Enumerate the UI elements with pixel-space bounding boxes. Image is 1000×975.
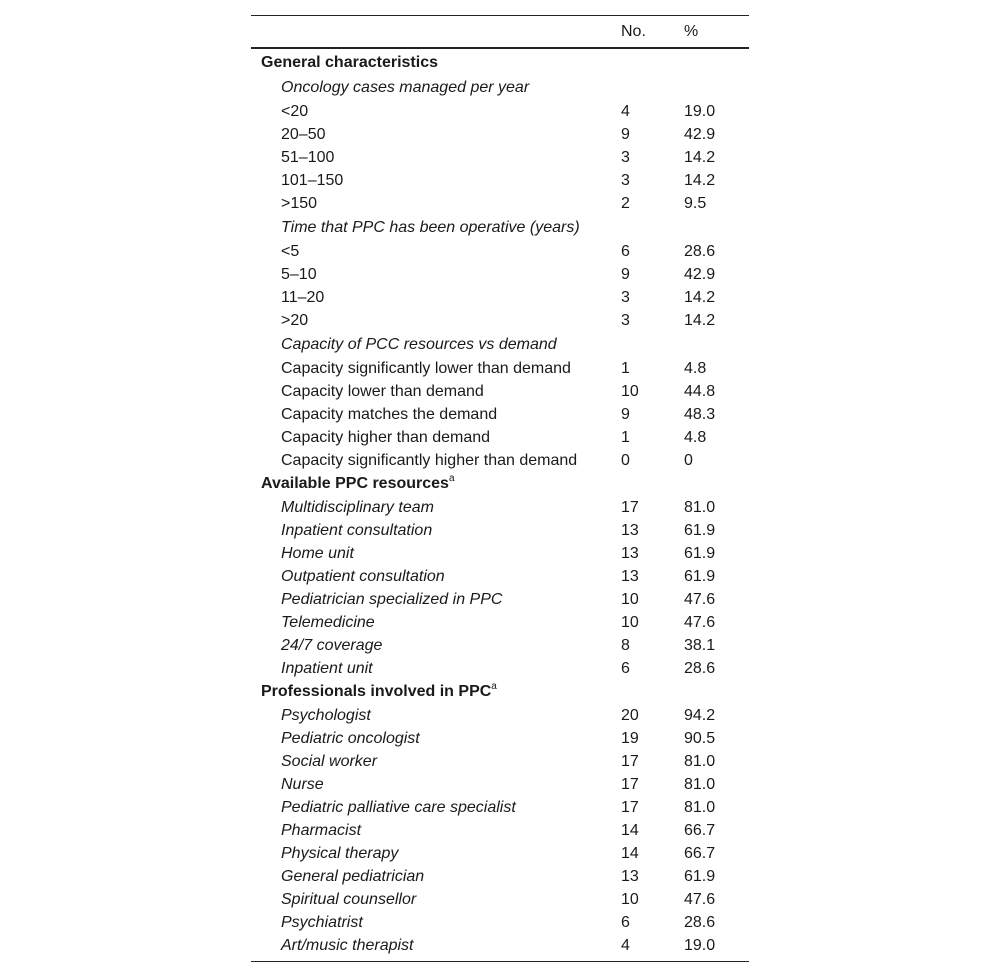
row-count: 14 [621, 844, 639, 862]
footnote-marker: a [491, 681, 497, 692]
row-count: 17 [621, 752, 639, 770]
row-count: 3 [621, 148, 630, 166]
row-label: Pediatric oncologist [281, 729, 420, 747]
table-row [251, 240, 749, 263]
row-label: 101–150 [281, 171, 344, 189]
table-bottom-rule [251, 961, 749, 962]
row-label: Capacity matches the demand [281, 405, 498, 423]
row-percent: 81.0 [684, 775, 716, 793]
row-label: <5 [281, 242, 300, 260]
row-label: 24/7 coverage [281, 636, 383, 654]
row-label: Pediatric palliative care specialist [281, 798, 516, 816]
table-row [251, 357, 749, 380]
row-label: Psychologist [281, 706, 371, 724]
row-label: Capacity significantly higher than demand [281, 451, 578, 469]
row-label: General pediatrician [281, 867, 425, 885]
table-row [251, 911, 749, 934]
row-percent: 19.0 [684, 102, 716, 120]
section-title-resources [251, 472, 749, 496]
ppc-characteristics-table [251, 15, 749, 957]
row-count: 6 [621, 913, 630, 931]
row-count: 0 [621, 451, 630, 469]
row-percent: 4.8 [684, 359, 707, 377]
table-row [251, 123, 749, 146]
row-percent: 14.2 [684, 171, 716, 189]
section-row-general [251, 48, 749, 75]
section-title-resources-text: Available PPC resources [261, 475, 449, 492]
row-count: 13 [621, 867, 639, 885]
table-row [251, 169, 749, 192]
row-count: 3 [621, 171, 630, 189]
row-count: 10 [621, 613, 639, 631]
row-label: Psychiatrist [281, 913, 363, 931]
row-label: Art/music therapist [281, 936, 414, 954]
row-label: 51–100 [281, 148, 335, 166]
table-row [251, 403, 749, 426]
row-count: 6 [621, 659, 630, 677]
footnote-marker: a [448, 473, 455, 484]
row-percent: 14.2 [684, 311, 716, 329]
header-no: No. [621, 22, 646, 40]
table-row [251, 934, 749, 957]
subsection-row-capacity [251, 332, 749, 357]
row-percent: 47.6 [684, 890, 716, 908]
row-count: 4 [621, 936, 630, 954]
table-row [251, 192, 749, 215]
row-label: Spiritual counsellor [281, 890, 417, 908]
section-row-resources [251, 472, 749, 496]
table-row [251, 819, 749, 842]
section-title-professionals-text: Professionals involved in PPC [261, 683, 492, 700]
table-row [251, 727, 749, 750]
row-percent: 28.6 [684, 659, 716, 677]
row-percent: 42.9 [684, 265, 716, 283]
row-percent: 19.0 [684, 936, 716, 954]
row-count: 20 [621, 706, 639, 724]
row-percent: 66.7 [684, 821, 716, 839]
row-percent: 81.0 [684, 752, 716, 770]
row-percent: 44.8 [684, 382, 716, 400]
table-row [251, 750, 749, 773]
row-count: 17 [621, 775, 639, 793]
row-label: Pharmacist [281, 821, 362, 839]
row-count: 1 [621, 359, 630, 377]
row-count: 13 [621, 521, 639, 539]
subsection-row-cases [251, 75, 749, 100]
row-label: Outpatient consultation [281, 567, 445, 585]
row-percent: 47.6 [684, 590, 716, 608]
table-row [251, 496, 749, 519]
row-label: Capacity significantly lower than demand [281, 359, 571, 377]
table-row [251, 796, 749, 819]
table-row [251, 542, 749, 565]
table-row [251, 773, 749, 796]
row-label: Capacity higher than demand [281, 428, 491, 446]
row-count: 10 [621, 890, 639, 908]
row-count: 4 [621, 102, 630, 120]
table-row [251, 634, 749, 657]
row-label: 11–20 [281, 288, 325, 306]
table-row [251, 565, 749, 588]
row-percent: 14.2 [684, 288, 716, 306]
row-label: Inpatient unit [281, 659, 373, 677]
row-label: Telemedicine [281, 613, 375, 631]
subsection-title-capacity: Capacity of PCC resources vs demand [281, 335, 557, 353]
table-row [251, 704, 749, 727]
row-count: 19 [621, 729, 639, 747]
data-table-container [251, 15, 749, 962]
row-percent: 61.9 [684, 567, 716, 585]
row-label: 5–10 [281, 265, 317, 283]
row-percent: 94.2 [684, 706, 716, 724]
row-count: 8 [621, 636, 630, 654]
row-percent: 14.2 [684, 148, 716, 166]
row-percent: 47.6 [684, 613, 716, 631]
row-label: Inpatient consultation [281, 521, 433, 539]
row-label: 20–50 [281, 125, 326, 143]
row-percent: 42.9 [684, 125, 716, 143]
table-row [251, 588, 749, 611]
row-count: 14 [621, 821, 639, 839]
row-percent: 81.0 [684, 498, 716, 516]
subsection-title-time: Time that PPC has been operative (years) [281, 218, 580, 236]
row-count: 17 [621, 798, 639, 816]
table-row [251, 842, 749, 865]
section-title-professionals [251, 680, 749, 704]
table-row [251, 100, 749, 123]
row-percent: 66.7 [684, 844, 716, 862]
row-count: 3 [621, 311, 630, 329]
table-row [251, 146, 749, 169]
row-label: Physical therapy [281, 844, 399, 862]
row-percent: 28.6 [684, 242, 716, 260]
row-label: Nurse [281, 775, 324, 793]
row-count: 17 [621, 498, 639, 516]
row-label: Capacity lower than demand [281, 382, 484, 400]
table-row [251, 611, 749, 634]
row-percent: 48.3 [684, 405, 716, 423]
row-label: Pediatrician specialized in PPC [281, 590, 503, 608]
table-row [251, 657, 749, 680]
row-percent: 81.0 [684, 798, 716, 816]
row-percent: 4.8 [684, 428, 707, 446]
row-label: Social worker [281, 752, 378, 770]
table-row [251, 865, 749, 888]
row-count: 9 [621, 405, 630, 423]
section-row-professionals [251, 680, 749, 704]
table-row [251, 380, 749, 403]
row-percent: 90.5 [684, 729, 716, 747]
row-count: 2 [621, 194, 630, 212]
table-header-row [251, 16, 749, 49]
table-row [251, 426, 749, 449]
header-label-column [251, 16, 621, 49]
table-row [251, 888, 749, 911]
row-percent: 9.5 [684, 194, 707, 212]
row-count: 13 [621, 567, 639, 585]
row-percent: 38.1 [684, 636, 716, 654]
row-percent: 28.6 [684, 913, 716, 931]
row-count: 6 [621, 242, 630, 260]
subsection-row-time [251, 215, 749, 240]
row-label: Home unit [281, 544, 354, 562]
row-count: 1 [621, 428, 630, 446]
subsection-title-cases: Oncology cases managed per year [281, 78, 530, 96]
row-percent: 0 [684, 451, 693, 469]
table-row [251, 309, 749, 332]
row-label: >150 [281, 194, 318, 212]
table-row [251, 449, 749, 472]
row-percent: 61.9 [684, 521, 716, 539]
row-count: 10 [621, 590, 639, 608]
row-count: 13 [621, 544, 639, 562]
row-count: 9 [621, 125, 630, 143]
table-body [251, 48, 749, 957]
table-row [251, 286, 749, 309]
row-label: <20 [281, 102, 309, 120]
row-percent: 61.9 [684, 867, 716, 885]
row-label: >20 [281, 311, 309, 329]
row-count: 10 [621, 382, 639, 400]
row-percent: 61.9 [684, 544, 716, 562]
section-title-general: General characteristics [261, 54, 438, 71]
table-row [251, 519, 749, 542]
table-row [251, 263, 749, 286]
row-count: 3 [621, 288, 630, 306]
header-pct: % [684, 22, 699, 40]
row-label: Multidisciplinary team [281, 498, 434, 516]
row-count: 9 [621, 265, 630, 283]
